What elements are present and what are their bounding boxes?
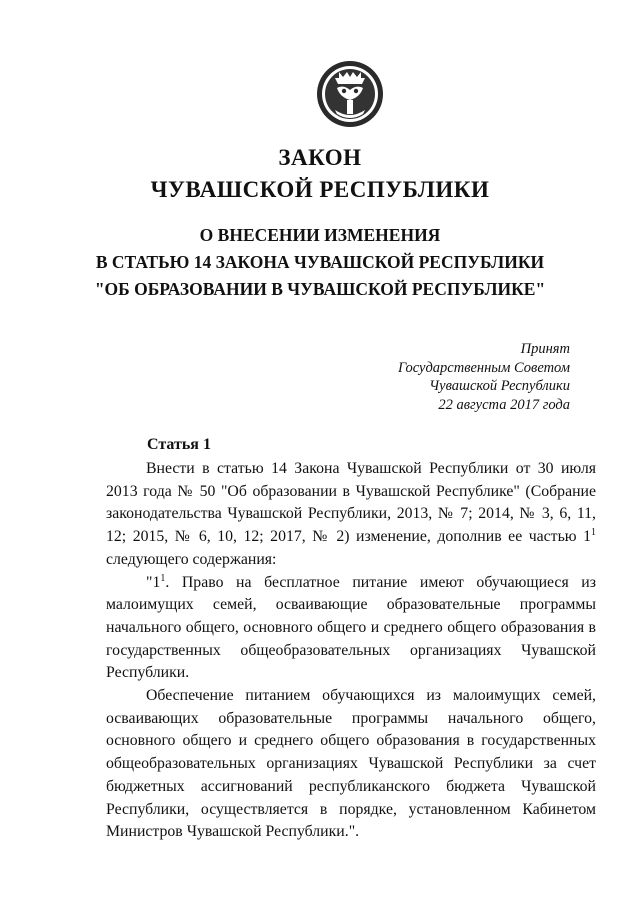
law-subject [0,222,640,303]
adoption-line2: Государственным Советом [397,359,570,376]
paragraph-1-main: Внести в статью 14 Закона Чувашской Республики от 30 июля 2013 года № 50 "Об образовании в Чувашской Республике" (Собрание законодательства Чувашской Республики, 2013, № 7; 2014, № 3, 6, 11, 12; 2015, № 6, 10, 12; 2017, № 2) изменение, дополнив ее частью 1 [106,460,596,546]
paragraph-2-quote-open: "1 [146,573,161,591]
chuvash-coat-of-arms-icon [313,58,387,130]
article-heading: Статья 1 [147,436,211,453]
adoption-line3: Чувашской Республики [429,378,570,394]
adoption-line1: Принят [520,341,570,357]
paragraph-2-superscript: 1 [160,572,166,584]
article-paragraph-1 [106,458,596,572]
adoption-note [390,340,570,414]
law-title-line2: ЧУВАШСКОЙ РЕСПУБЛИКИ [150,177,490,202]
paragraph-1-superscript: 1 [591,527,596,539]
law-subject-line1: О ВНЕСЕНИИ ИЗМЕНЕНИЯ [199,225,441,245]
article-paragraph-2 [106,572,596,686]
paragraph-1-tail: следующего содержания: [106,550,277,568]
article-paragraph-3: Обеспечение питанием обучающихся из малоимущих семей, осваивающих образовательные программы начального общего, основного общего и среднего общего образования в государственных общеобразовательных организациях Чувашской Республики за счет бюджетных ассигнований республиканского бюджета Чувашской Республики, осуществляется в порядке, установленном Кабинетом Министров Чувашской Республики.". [106,687,596,841]
paragraph-2-text: . Право на бесплатное питание имеют обучающиеся из малоимущих семей, осваивающие образовательные программы начального общего, основного общего и среднего общего образования в государственных общеобразовательных организациях Чувашской Республики. [106,573,596,682]
law-title-line1: ЗАКОН [278,145,362,170]
article-body [106,458,596,844]
adoption-date: 22 августа 2017 года [438,396,570,413]
law-title [0,142,640,206]
law-subject-line3: "ОБ ОБРАЗОВАНИИ В ЧУВАШСКОЙ РЕСПУБЛИКЕ" [94,279,546,299]
law-subject-line2: В СТАТЬЮ 14 ЗАКОНА ЧУВАШСКОЙ РЕСПУБЛИКИ [95,252,545,272]
